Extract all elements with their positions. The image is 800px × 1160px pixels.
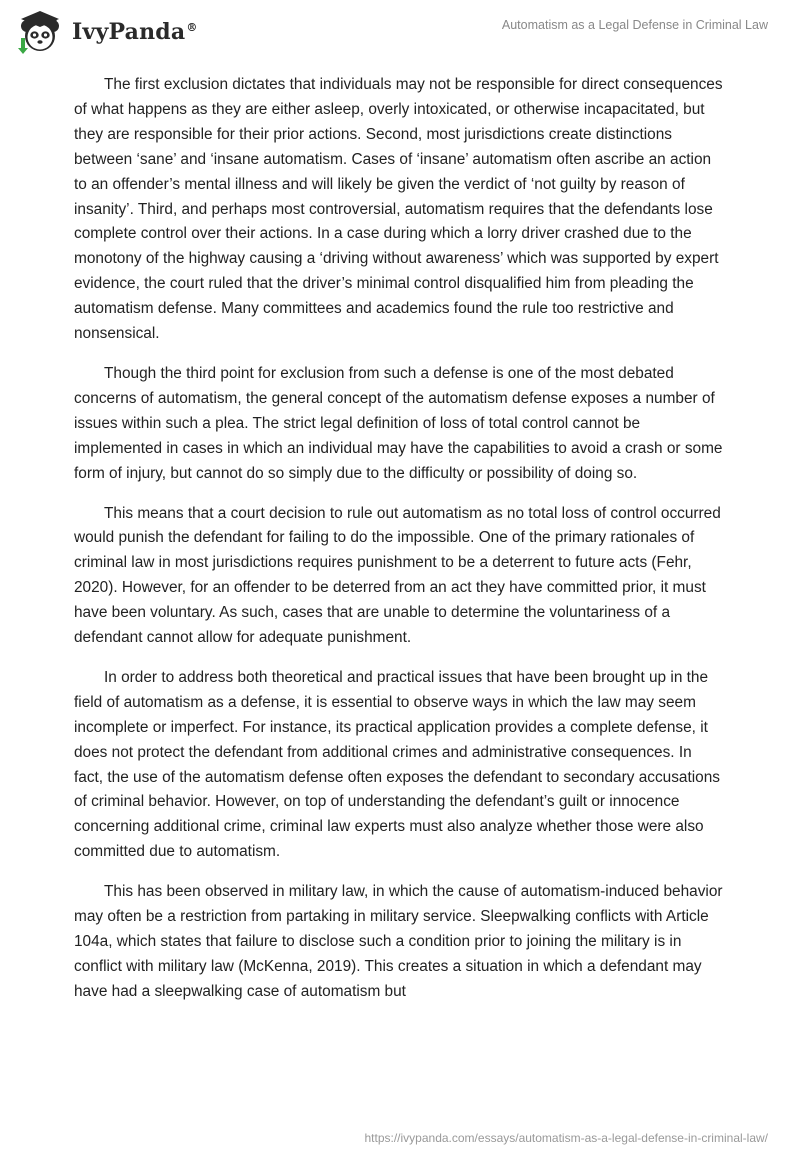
document-title: Automatism as a Legal Defense in Criminal Law xyxy=(501,18,768,32)
source-url-link[interactable]: https://ivypanda.com/essays/automatism-as-a-legal-defense-in-criminal-law/ xyxy=(364,1131,768,1145)
page-header xyxy=(0,0,800,62)
ivypanda-logo[interactable] xyxy=(16,8,216,56)
registered-mark: ® xyxy=(186,20,198,34)
paragraph-2: Though the third point for exclusion from such a defense is one of the most debated concerns of automatism, the general concept of the automatism defense exposes a number of issues within such a plea. The strict legal definition of loss of total control cannot be implemented in cases in which an individual may have the capabilities to avoid a crash or some form of injury, but cannot do so simply due to the difficulty or possibility of doing so. xyxy=(74,364,723,482)
paragraph-5: This has been observed in military law, in which the cause of automatism-induced behavior may often be a restriction from partaking in military service. Sleepwalking conflicts with Article 104a, which states that failure to disclose such a condition prior to joining the military is in conflict with military law (McKenna, 2019). This creates a situation in which a defendant may have had a sleepwalking case of automatism but xyxy=(74,883,723,1000)
panda-graduate-icon xyxy=(16,8,64,56)
paragraph-1: The first exclusion dictates that individuals may not be responsible for direct consequences of what happens as they are either asleep, overly intoxicated, or otherwise incapacitated, but they are responsible for their prior actions. Second, most jurisdictions create distinctions between ‘sane’ and ‘insane automatism. Cases of ‘insane’ automatism often ascribe an action to an offender’s mental illness and will likely be given the verdict of ‘not guilty by reason of insanity’. Third, and perhaps most controversial, automatism requires that the defendants lose complete control over their actions. In a case during which a lorry driver crashed due to the monotony of the highway causing a ‘driving without awareness’ which was supported by expert evidence, the court ruled that the driver’s minimal control disqualified him from pleading the automatism defense. Many committees and academics found the rule too restrictive and nonsensical. xyxy=(74,76,723,343)
essay-body xyxy=(74,73,724,1020)
paragraph-3: This means that a court decision to rule out automatism as no total loss of control occurred would punish the defendant for failing to do the impossible. One of the primary rationales of criminal law in most jurisdictions requires punishment to be a deterrent to future acts (Fehr, 2020). However, for an offender to be deterred from an act they have committed prior, it must have been voluntary. As such, cases that are unable to determine the voluntariness of a defendant cannot allow for adequate punishment. xyxy=(74,504,721,647)
logo-text: IvyPanda xyxy=(72,19,186,45)
logo-wordmark xyxy=(72,19,198,45)
paragraph-4: In order to address both theoretical and practical issues that have been brought up in the field of automatism as a defense, it is essential to observe ways in which the law may seem incomplete or imperfect. For instance, its practical application provides a complete defense, it does not protect the defendant from additional crimes and administrative consequences. In fact, the use of the automatism defense often exposes the defendant to secondary accusations of criminal behavior. However, on top of understanding the defendant’s guilt or innocence concerning additional crime, criminal law experts must also analyze whether those were also committed due to automatism. xyxy=(74,668,720,861)
